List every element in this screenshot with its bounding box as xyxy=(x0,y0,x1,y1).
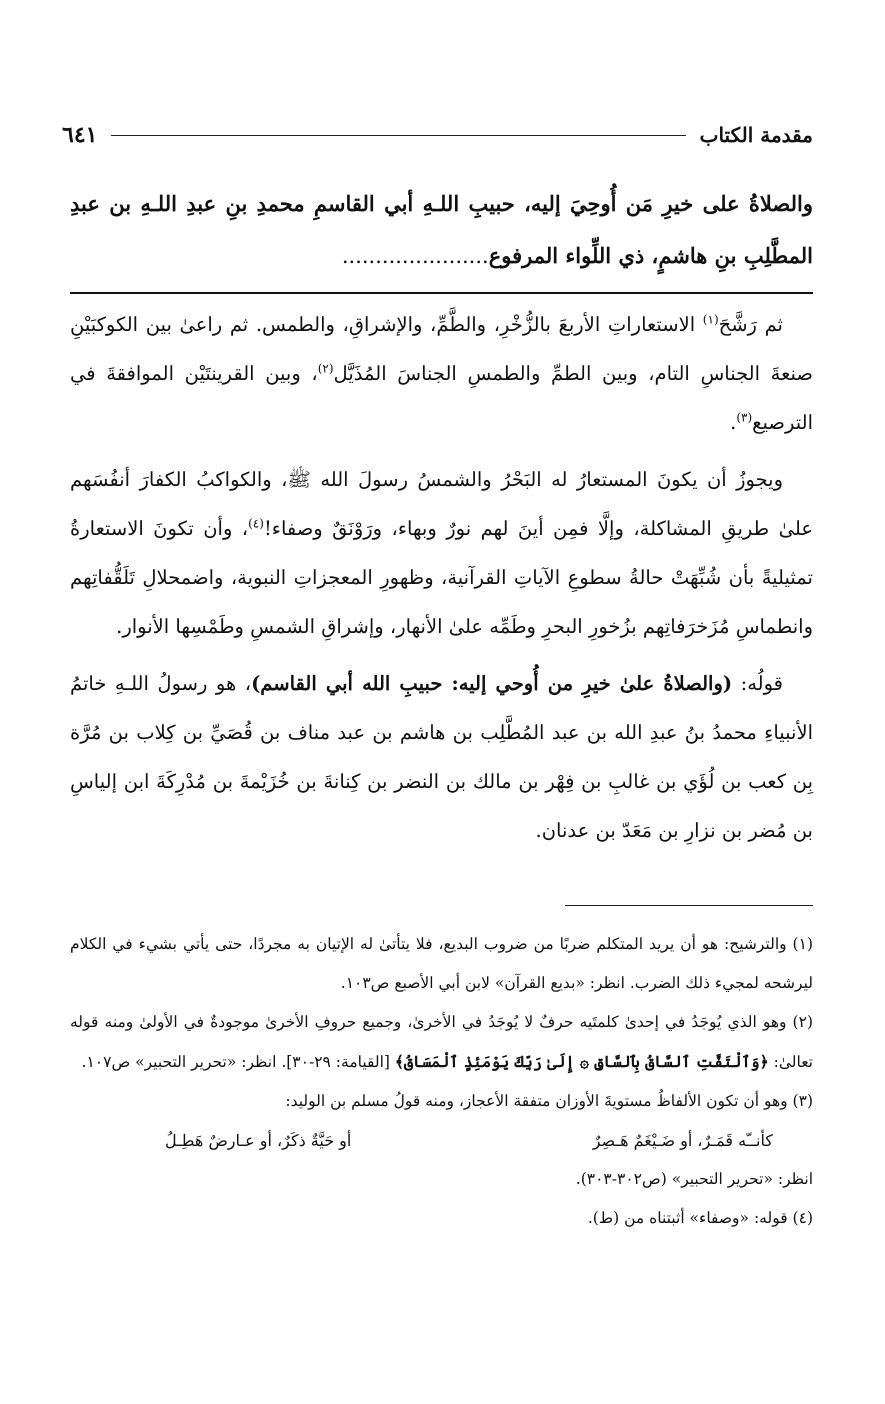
p1-text: ثم رَشَّحَ xyxy=(718,313,783,336)
footnote-ref-1[interactable]: (١) xyxy=(702,312,719,327)
footnote-3: (٣) وهو أن تكون الألفاظُ مستويةَ الأوزان متفقة الأعجاز، ومنه قولُ مسلم بن الوليد: xyxy=(285,1092,813,1110)
commentary-body xyxy=(70,300,813,863)
fn2-quran-verse: ﴿وَٱلْتَفَّتِ ٱلسَّاقُ بِٱلسَّاقِ ۞ إِلَىٰ رَبِّكَ يَوْمَئِذٍ ٱلْمَسَاقُ﴾ xyxy=(394,1052,769,1071)
p3-lead: قولُه: xyxy=(732,672,783,695)
footnotes xyxy=(70,925,813,1238)
p1-text-c: ، وبين القرينتَيْن الموافقةَ في الترصيع xyxy=(70,362,813,434)
p3-quoted-matn: (والصلاةُ علىٰ خيرِ من أُوحي إليه: حبيبِ الله أبي القاسم) xyxy=(251,672,733,695)
verse-hemistich-2: أو حَيَّةٌ ذكَرٌ، أو عـارضٌ هَطِـلُ xyxy=(165,1131,352,1150)
p3-text: ، هو رسولُ اللـهِ خاتمُ الأنبياءِ محمدُ بنُ عبدِ الله بن عبد المُطَّلِب بن هاشم بن عبد مناف بن قُصَيِّ بن كِلاب بن مُرَّة بِن كعب بن لُؤَي بن غالبِ بن فِهْر بن مالك بن النضر بن كِنانةَ بن خُزَيْمةَ بن مُدْرِكَةَ ابن إلياسِ بن مُضر بن نزارِ بن مَعَدّ بن عدنان. xyxy=(70,672,813,842)
header-title: مقدمة الكتاب xyxy=(699,123,813,147)
matn-line: والصلاةُ على خيرِ مَن أُوحِيَ إليه، حبيبِ اللـهِ أبي القاسمِ محمدِ بنِ عبدِ اللـهِ بن عبدِ المطَّلِبِ بنِ هاشمٍ، ذي اللِّواء المرفوع xyxy=(70,191,813,268)
matn-divider xyxy=(70,292,813,294)
matn-text xyxy=(70,178,813,282)
poetry-verse xyxy=(70,1121,813,1160)
page-number: ٦٤١ xyxy=(62,122,98,148)
p1-text-d: . xyxy=(730,411,737,434)
p2-text-a: ويجوزُ أن يكونَ المستعارُ له البَحْرُ والشمسُ رسولَ الله ﷺ، والكواكبُ الكفارَ أنفُسَهم علىٰ طريقِ المشاكلة، وإلَّا فمِن أينَ لهم نورٌ وبهاء، ورَوْنَقٌ وصفاء! xyxy=(70,468,813,540)
p2-text-b: ، وأن تكونَ الاستعارةُ تمثيليةً بأن شُبِّهَتْ حالةُ سطوعِ الآياتِ القرآنية، وظهورِ المعجزاتِ النبوية، واضمحلالِ تَلَقُّفاتِهم وانطماسِ مُزَخرَفاتِهم بزُخورِ البحرِ وطَمِّه علىٰ الأنهار، وإشراقِ الشمسِ وطَمْسِها الأنوار. xyxy=(70,517,813,638)
p1-text-b: الاستعاراتِ الأربعَ بالزُّخْرِ، والطَّمِّ، والإشراقِ، والطمس. ثم راعىٰ بين الكوكبَيْنِ صنعةَ الجناسِ التام، وبين الطمِّ والطمسِ الجناسَ المُذَيَّل xyxy=(70,313,813,385)
header-rule xyxy=(111,135,685,136)
fn2-text-b: [القيامة: ٢٩-٣٠]. انظر: «تحرير التحبير» ص١٠٧. xyxy=(81,1053,395,1071)
footnote-ref-3[interactable]: (٣) xyxy=(736,410,753,425)
footnote-4: (٤) قوله: «وصفاء» أثبتناه من (ط). xyxy=(587,1209,813,1227)
footnote-1: (١) والترشيح: هو أن يريد المتكلم ضربًا من ضروب البديع، فلا يتأتىٰ له الإتيان به مجردًا، حتى يأتي بشيء في الكلام ليرشحه لمجيء ذلك الضرب. انظر: «بديع القرآن» لابن أبي الأصبع ص١٠٣. xyxy=(70,935,813,992)
paragraph-2 xyxy=(70,455,813,651)
paragraph-3 xyxy=(70,659,813,855)
footnote-divider xyxy=(565,905,813,906)
footnote-ref-4[interactable]: (٤) xyxy=(248,516,264,531)
paragraph-1 xyxy=(70,300,813,447)
matn-dots: ...................... xyxy=(341,244,489,268)
footnote-ref-2[interactable]: (٢) xyxy=(317,361,334,376)
verse-hemistich-1: كأنــّه قَمَـرٌ، أو ضَـيْغَمٌ هَـصِرٌ xyxy=(592,1131,773,1150)
running-header xyxy=(62,118,813,152)
fn2-text-a: (٢) وهو الذي يُوجَدُ في إحدىٰ كلمتَيه حرفٌ لا يُوجَدُ في الأخرىٰ، وجميع حروفِ الأخرىٰ موجودةٌ في الأولىٰ ومنه قوله تعالىٰ: xyxy=(70,1013,813,1071)
footnote-2 xyxy=(70,1003,813,1082)
footnote-3-ref: انظر: «تحرير التحبير» (ص٣٠٢-٣٠٣). xyxy=(575,1170,813,1188)
